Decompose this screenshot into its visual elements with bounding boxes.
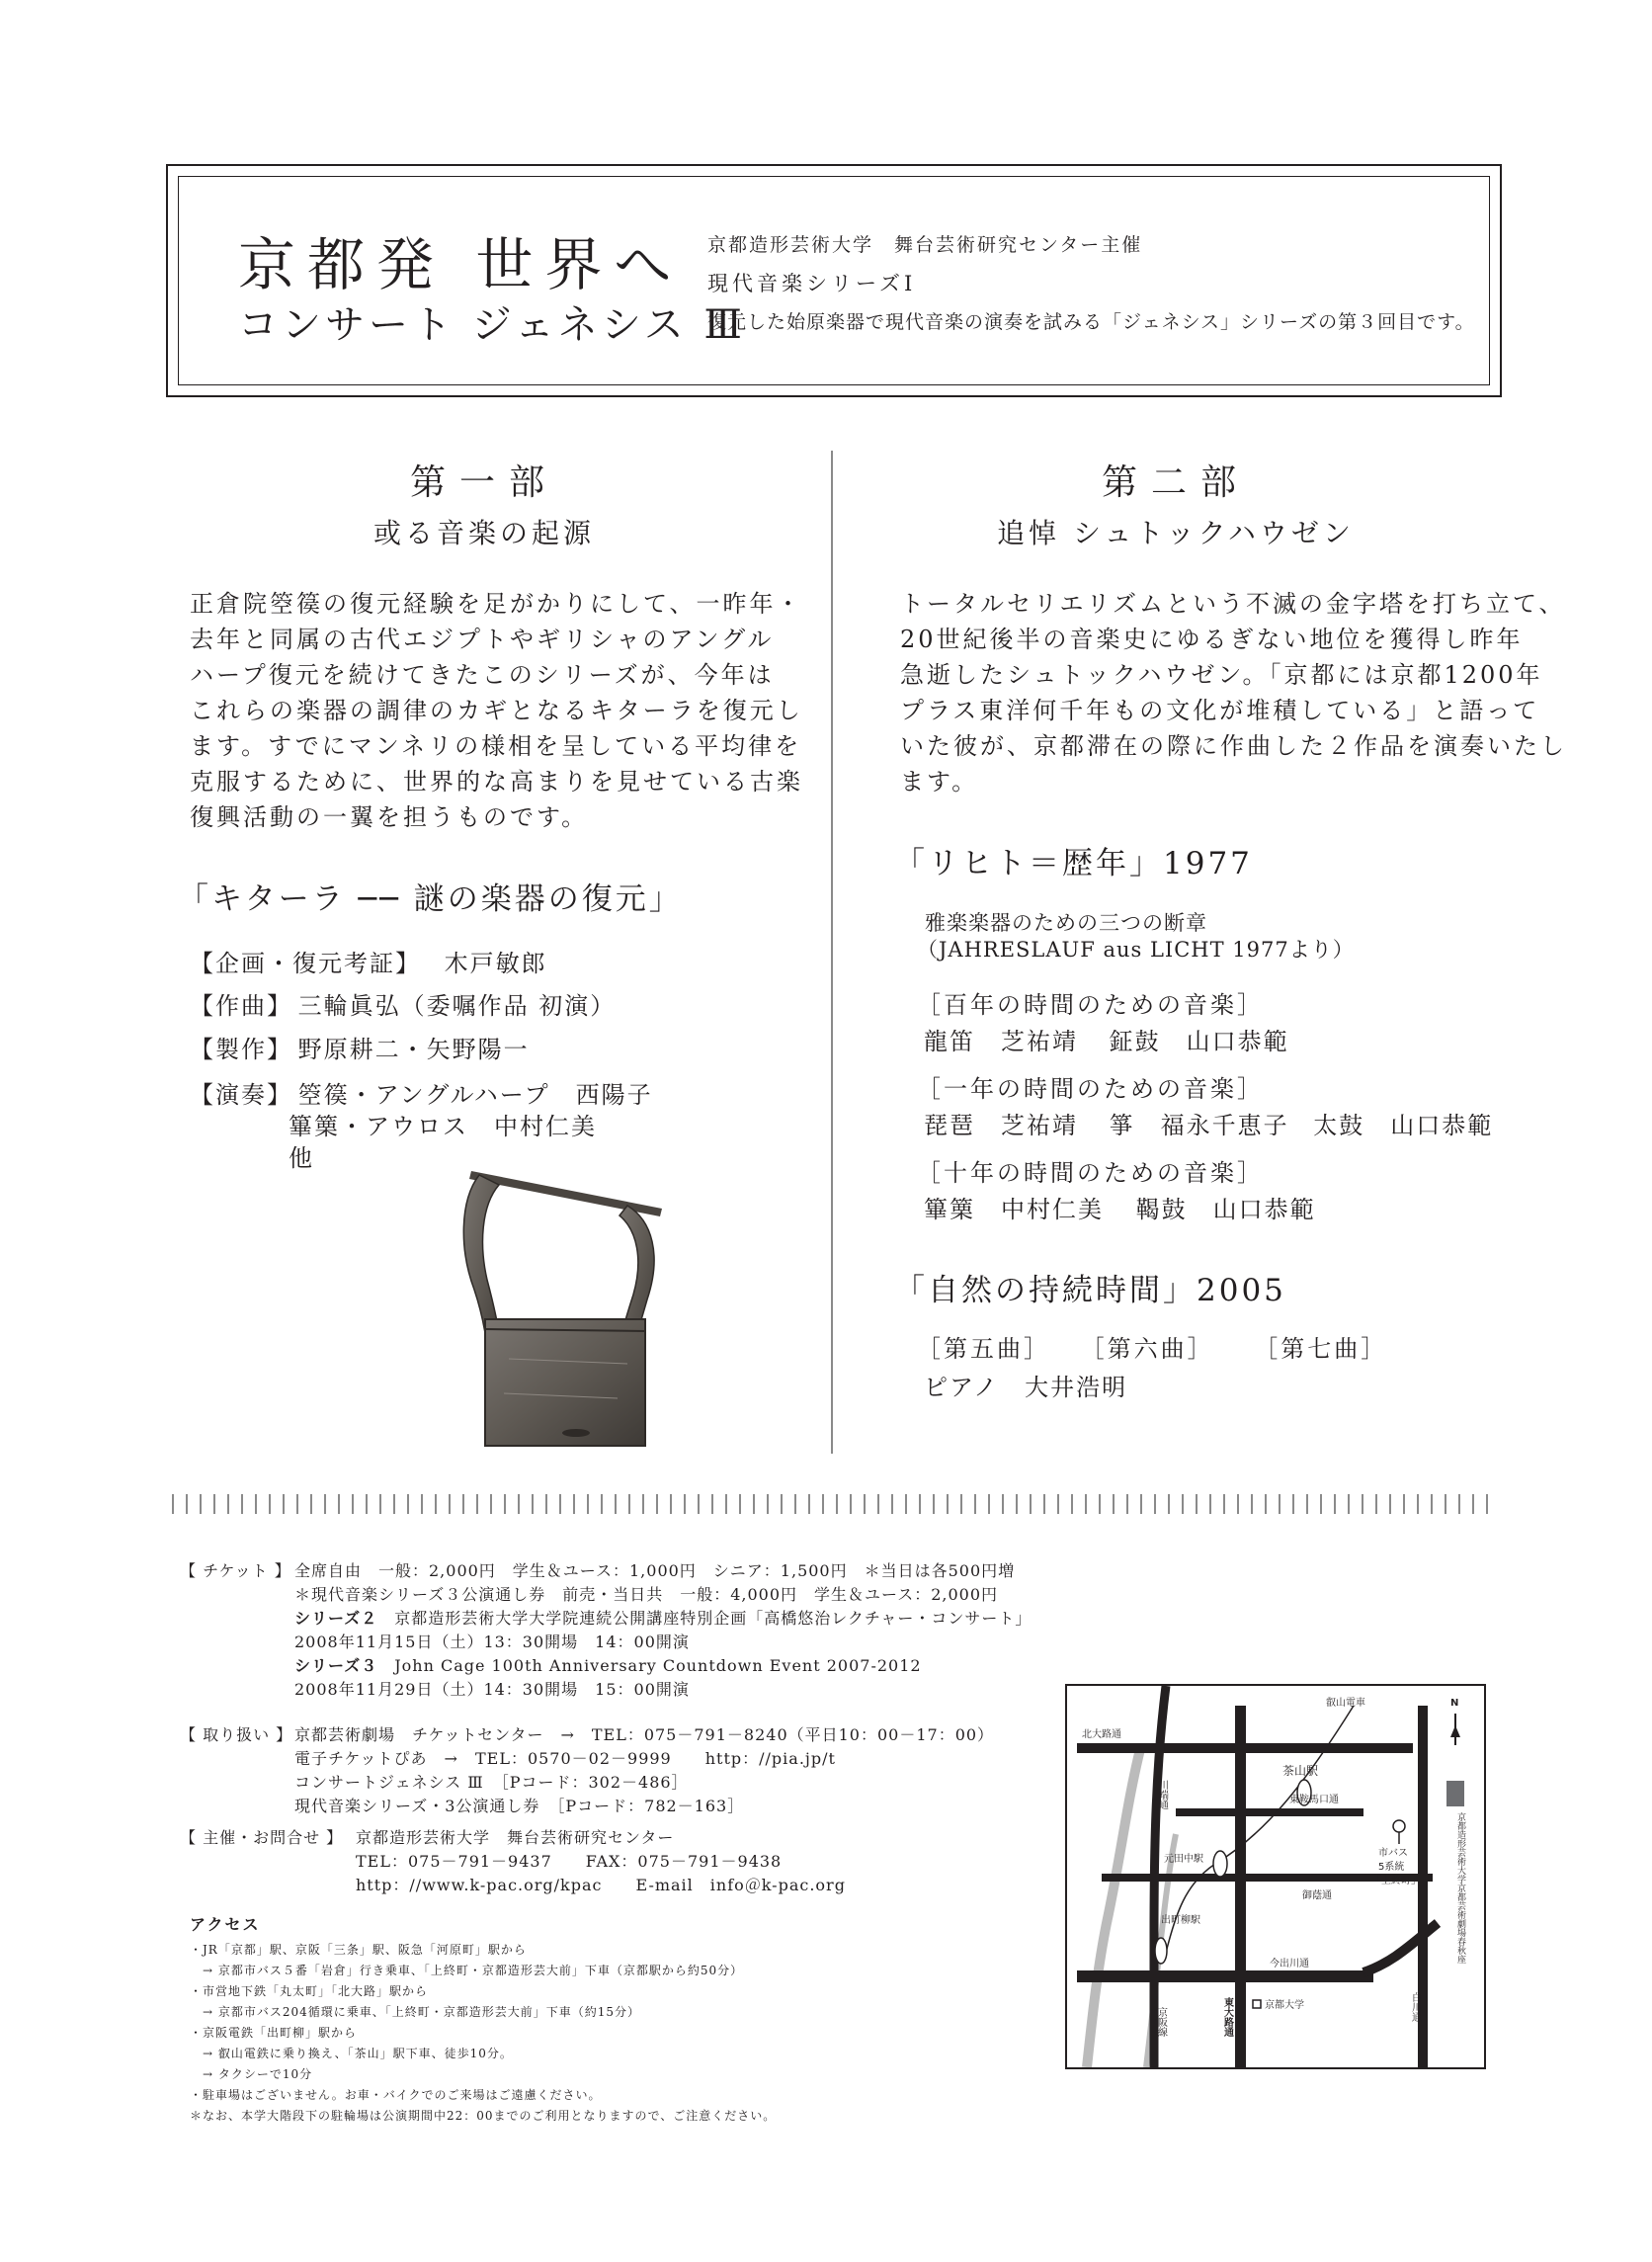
higashikuramaguchi-road — [1176, 1808, 1363, 1816]
performer: 鞨鼓 山口恭範 — [1135, 1196, 1316, 1223]
higashioji-road — [1235, 1706, 1246, 2067]
movement-title: ［十年の時間のための音楽］ — [917, 1159, 1264, 1187]
access-line: ・京阪電鉄「出町柳」駅から — [190, 2026, 358, 2040]
licht-note: 雅楽楽器のための三つの断章 — [925, 911, 1207, 935]
map-drawing — [1067, 1686, 1484, 2067]
access-line: ＊なお、本学大階段下の駐輪場は公演期間中22：00までのご利用となりますので、ご注意ください。 — [190, 2109, 777, 2123]
map-label-kyoto-univ: 京都大学 — [1265, 2000, 1304, 2011]
access-line: ・市営地下鉄「丸太町」「北大路」駅から — [190, 1984, 429, 1998]
licht-work-title: 「リヒト＝歴年」1977 — [894, 846, 1253, 881]
part2-title: 第二部 — [1101, 462, 1250, 503]
part1-line: これらの楽器の調律のカギとなるキターラを復元し — [190, 697, 803, 724]
credit-row — [190, 1075, 653, 1110]
movement-performers — [924, 1022, 1289, 1056]
series-title: 京都造形芸術大学大学院連続公開講座特別企画「高橋悠治レクチャー・コンサート」 — [394, 1609, 1032, 1628]
river — [1087, 1745, 1141, 2067]
access-heading: アクセス — [190, 1915, 261, 1934]
access-line: → 叡山電鉄に乗り換え、「茶山」駅下車、徒歩10分。 — [190, 2047, 513, 2060]
credit-label: 【作曲】 — [190, 992, 292, 1020]
part2-paragraph — [900, 586, 1567, 799]
part1-line: ハープ復元を続けてきたこのシリーズが、今年は — [190, 661, 775, 689]
part1-line: 克服するために、世界的な高まりを見せている古楽 — [190, 768, 803, 796]
kithara-work-title: 「キターラ ── 謎の楽器の復元」 — [178, 881, 683, 917]
part2-subtitle: 追悼 シュトックハウゼン — [997, 517, 1355, 549]
series-label: シリーズ３ — [294, 1656, 378, 1675]
part2-line: トータルセリエリズムという不滅の金字塔を打ち立て、 — [900, 590, 1566, 618]
contact-line: http：//www.k-pac.org/kpac E-mail info＠k-pac.org — [356, 1876, 846, 1894]
part1-title: 第一部 — [409, 462, 558, 503]
handling-line: 京都芸術劇場 チケットセンター → TEL：075－791－8240（平日10：00－17：00） — [294, 1725, 995, 1744]
demachiyanagi-station-marker — [1155, 1938, 1167, 1964]
ticket-price-line: 全席自由 一般：2,000円 学生＆ユース：1,000円 シニア：1,500円 ＊当日は各500円増 — [294, 1561, 1016, 1580]
part2-line: 20世紀後半の音楽史にゆるぎない地位を獲得し昨年 — [900, 626, 1524, 653]
access-line: → 京都市バス５番「岩倉」行き乗車、「上終町・京都造形芸大前」下車（京都駅から約50分） — [190, 1964, 744, 1977]
credit-value: 三輪眞弘（委嘱作品 初演） — [297, 992, 617, 1020]
movement-title: ［百年の時間のための音楽］ — [917, 991, 1264, 1019]
licht-note: （JAHRESLAUF aus LICHT 1977より） — [917, 938, 1355, 962]
part1-line: 正倉院箜篌の復元経験を足がかりにして、一昨年・ — [190, 590, 803, 618]
credit-value: 野原耕二・矢野陽一 — [297, 1036, 530, 1063]
credit-label: 【企画・復元考証】 — [190, 950, 421, 977]
kyoto-univ-marker — [1253, 2000, 1261, 2008]
performer: 太鼓 山口恭範 — [1313, 1112, 1494, 1139]
part1-subtitle: 或る音楽の起源 — [372, 517, 595, 549]
column-divider — [831, 451, 833, 1454]
handling-line: 現代音楽シリーズ・3公演通し券 ［Pコード：782－163］ — [294, 1797, 745, 1815]
part2-line: ます。 — [900, 768, 979, 796]
series-date: 2008年11月29日（土）14：30開場 15：00開演 — [294, 1680, 690, 1699]
part1-paragraph — [190, 586, 803, 835]
part1-line: ます。すでにマンネリの様相を呈している平均律を — [190, 732, 802, 760]
part2-line: いた彼が、京都滞在の際に作曲した２作品を演奏いたし — [900, 732, 1567, 760]
movement-title: ［第七曲］ — [1254, 1335, 1388, 1363]
contact-line: TEL：075－791－9437 FAX：075－791－9438 — [356, 1852, 783, 1871]
header-inner-frame — [178, 176, 1490, 385]
natural-duration-work-title: 「自然の持続時間」2005 — [894, 1273, 1286, 1308]
performer: 鉦鼓 山口恭範 — [1109, 1028, 1289, 1055]
access-map — [1065, 1684, 1486, 2069]
imadegawa-road — [1077, 1970, 1373, 1982]
credit-label: 【製作】 — [190, 1036, 292, 1063]
contact-label: 【 主催・お問合せ 】 — [180, 1828, 344, 1847]
map-label-bus-stop: 「上終町」 — [1371, 1876, 1421, 1886]
organizer-text: 京都造形芸術大学 舞台芸術研究センター主催 — [707, 234, 1143, 256]
credit-value: 木戸敏郎 — [444, 950, 547, 977]
performer: 龍笛 芝祐靖 — [924, 1028, 1078, 1055]
dashed-separator — [172, 1494, 1496, 1514]
movement-performers — [924, 1106, 1493, 1140]
part1-line: 去年と同属の古代エジプトやギリシャのアングル — [190, 626, 775, 653]
handling-line: 電子チケットぴあ → TEL：0570－02－9999 http：//pia.jp/t — [294, 1749, 836, 1768]
map-label-keihan: 京阪線 — [1155, 2007, 1167, 2037]
contact-info — [356, 1826, 846, 1897]
performer: 篳篥 中村仁美 — [924, 1196, 1104, 1223]
map-label-venue: 京都造形芸術大学京都芸術劇場春秋座 — [1455, 1812, 1465, 1964]
kithara-instrument-illustration — [450, 1161, 687, 1458]
piano-performer: ピアノ 大井浩明 — [924, 1374, 1128, 1401]
access-line: ・JR「京都」駅、京阪「三条」駅、阪急「河原町」駅から — [190, 1943, 527, 1957]
map-label-shirakawa: 白川通 — [1409, 1992, 1421, 2022]
movement-list — [917, 1329, 1387, 1364]
credit-row — [190, 944, 547, 978]
map-label-bus-route: 5系統 — [1378, 1862, 1405, 1873]
handling-line: コンサートジェネシス Ⅲ ［Pコード：302－486］ — [294, 1773, 689, 1792]
series-title: John Cage 100th Anniversary Countdown Event 2007-2012 — [394, 1656, 922, 1675]
ticket-price-line: ＊現代音楽シリーズ３公演通し券 前売・当日共 一般：4,000円 学生＆ユース：2,000円 — [294, 1585, 999, 1604]
access-line: ・駐車場はございません。お車・バイクでのご来場はご遠慮ください。 — [190, 2088, 602, 2102]
movement-performers — [924, 1190, 1316, 1224]
ticket-info — [294, 1559, 1032, 1702]
map-label-misono: 御蔭通 — [1302, 1890, 1332, 1901]
map-label-mototanaka: 元田中駅 — [1164, 1854, 1203, 1865]
movement-title: ［第五曲］ — [917, 1335, 1050, 1363]
map-label-higashikuramaguchi: 東鞍馬口通 — [1289, 1795, 1339, 1805]
movement-title: ［第六曲］ — [1080, 1335, 1214, 1363]
credit-row — [190, 986, 616, 1021]
credit-row — [190, 1030, 530, 1064]
performer: 琵琶 芝祐靖 — [924, 1112, 1078, 1139]
credit-label: 【演奏】 — [190, 1081, 292, 1109]
handling-label: 【 取り扱い 】 — [180, 1725, 293, 1744]
access-line: → 京都市バス204循環に乗車、「上終町・京都造形芸大前」下車（約15分） — [190, 2005, 641, 2019]
map-label-higashioji: 東大路通 — [1221, 1997, 1233, 2037]
map-label-demachiyanagi: 出町柳駅 — [1161, 1915, 1200, 1926]
performer: 箏 福永千恵子 — [1109, 1112, 1289, 1139]
movement-title: ［一年の時間のための音楽］ — [917, 1075, 1264, 1103]
series-date: 2008年11月15日（土）13：30開場 14：00開演 — [294, 1633, 690, 1651]
header-description: 復元した始原楽器で現代音楽の演奏を試みる「ジェネシス」シリーズの第３回目です。 — [707, 311, 1475, 333]
part1-line: 復興活動の一翼を担うものです。 — [190, 803, 589, 831]
concert-title: 京都発 世界へ — [238, 231, 684, 298]
map-label-kawabata: 川端通 — [1156, 1780, 1168, 1809]
credit-value: 箜篌・アングルハープ 西陽子 — [297, 1081, 653, 1109]
series-name: 現代音楽シリーズⅠ — [707, 272, 917, 295]
map-label-chayama: 茶山駅 — [1282, 1764, 1319, 1778]
access-line: → タクシーで10分 — [190, 2067, 313, 2081]
map-label-bus: 市バス — [1378, 1848, 1408, 1859]
part2-line: 急逝したシュトックハウゼン。「京都には京都1200年 — [900, 661, 1543, 689]
ticket-label: 【 チケット 】 — [180, 1561, 291, 1580]
part2-line: プラス東洋何千年もの文化が堆積している」と語って — [900, 697, 1540, 724]
bus-stop-icon — [1393, 1820, 1405, 1832]
map-label-eizan: 叡山電車 — [1326, 1698, 1365, 1709]
performer-line: 他 — [289, 1144, 314, 1172]
north-arrow-icon — [1450, 1725, 1460, 1737]
performer-line: 篳篥・アウロス 中村仁美 — [289, 1113, 597, 1140]
contact-line: 京都造形芸術大学 舞台芸術研究センター — [356, 1828, 675, 1847]
map-label-kitaoji: 北大路通 — [1082, 1729, 1121, 1740]
map-label-north: N — [1450, 1698, 1459, 1709]
access-directions — [190, 1940, 776, 2127]
concert-subtitle: コンサート ジェネシス Ⅲ — [238, 302, 747, 348]
header-box — [166, 164, 1502, 397]
venue-marker — [1446, 1781, 1464, 1806]
series-label: シリーズ２ — [294, 1609, 378, 1628]
handling-info — [294, 1723, 994, 1818]
map-label-imadegawa: 今出川通 — [1270, 1959, 1309, 1969]
mototanaka-station-marker — [1213, 1851, 1227, 1877]
